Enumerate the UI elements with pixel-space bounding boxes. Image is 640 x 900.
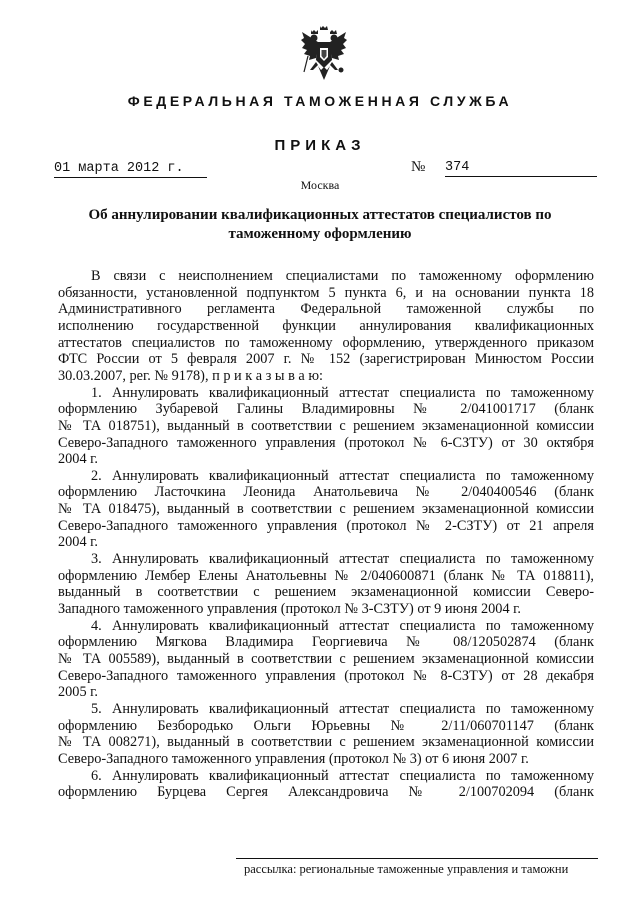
body-line: № ТА 005589), выданный в соответствии с решением экзаменационной комиссии [58, 651, 594, 667]
order-title: ПРИКАЗ [274, 137, 366, 154]
body-line: оформлению Лембер Елены Анатольевны № 2/040600871 (бланк № ТА 018811), [58, 567, 594, 584]
body-line: № ТА 008271), выданный в соответствии с решением экзаменационной комиссии [58, 734, 594, 751]
body-line: 1. Аннулировать квалификационный аттестат специалиста по таможенному [91, 384, 594, 401]
body-line: 4. Аннулировать квалификационный аттестат специалиста по таможенному [91, 617, 594, 634]
body-line: оформлению Безбородько Ольги Юрьевны № 2/11/060701147 (бланк [58, 717, 594, 734]
body-line: 30.03.2007, рег. № 9178), п р и к а з ы в а ю: [58, 367, 324, 384]
heading-line: Об аннулировании квалификационных аттестатов специалистов по [88, 207, 552, 223]
agency-name: ФЕДЕРАЛЬНАЯ ТАМОЖЕННАЯ СЛУЖБА [127, 93, 513, 109]
distribution-note: рассылка: региональные таможенные управления и таможни [244, 862, 569, 876]
order-date: 01 марта 2012 г. [54, 160, 207, 178]
body-line: Северо-Западного таможенного управления (протокол № 2-СЗТУ) от 21 апреля [58, 517, 594, 534]
body-line: оформлению Зубаревой Галины Владимировны № 2/041001717 (бланк [58, 401, 594, 418]
body-line: Северо-Западного таможенного управления (протокол № 8-СЗТУ) от 28 декабря [58, 667, 594, 684]
body-line: 6. Аннулировать квалификационный аттестат специалиста по таможенному [91, 767, 594, 784]
body-line: Административного регламента Федеральной таможенной службы по [58, 301, 594, 318]
body-line: аттестатов специалистов по таможенному оформлению, утвержденного приказом [58, 334, 594, 351]
body-line: выданный в соответствии с решением экзаменационной комиссии Северо- [58, 584, 594, 601]
body-line: В связи с неисполнением специалистами по таможенному оформлению [91, 268, 594, 284]
heading-line: таможенному оформлению [228, 226, 412, 242]
body-line: оформлению Ласточкина Леонида Анатольевича № 2/040400546 (бланк [58, 484, 594, 501]
double-headed-eagle-emblem-icon [300, 26, 348, 84]
body-line: Северо-Западного таможенного управления (протокол № 6-СЗТУ) от 30 октября [58, 434, 594, 451]
body-line: 3. Аннулировать квалификационный аттестат специалиста по таможенному [91, 551, 594, 567]
footer-divider [236, 858, 598, 859]
body-line: Западного таможенного управления (протокол № 3-СЗТУ) от 9 июня 2004 г. [58, 601, 521, 617]
order-number-block [411, 158, 597, 176]
body-line: 2004 г. [58, 451, 98, 468]
body-line: 2005 г. [58, 684, 98, 701]
order-number: 374 [445, 159, 597, 177]
document-heading [80, 206, 560, 244]
body-line: ФТС России от 5 февраля 2007 г. № 152 (зарегистрирован Минюстом России [58, 351, 594, 368]
body-line: 2004 г. [58, 534, 98, 551]
body-line: исполнению государственной функции аннулирования квалификационных [58, 317, 594, 334]
number-sign: № [411, 159, 426, 175]
body-line: 2. Аннулировать квалификационный аттестат специалиста по таможенному [91, 467, 594, 484]
body-line: № ТА 018751), выданный в соответствии с решением экзаменационной комиссии [58, 417, 594, 434]
body-line: Северо-Западного таможенного управления (протокол № 3) от 6 июня 2007 г. [58, 750, 529, 767]
body-line: оформлению Мягкова Владимира Георгиевича № 08/120502874 (бланк [58, 634, 594, 651]
body-line: № ТА 018475), выданный в соответствии с решением экзаменационной комиссии [58, 501, 594, 518]
body-line: оформлению Бурцева Сергея Александровича № 2/100702094 (бланк [58, 784, 594, 801]
body-line: обязанности, установленной подпунктом 5 пункта 6, и на основании пункта 18 [58, 284, 594, 301]
body-line: 5. Аннулировать квалификационный аттестат специалиста по таможенному [91, 700, 594, 717]
city: Москва [300, 178, 340, 192]
